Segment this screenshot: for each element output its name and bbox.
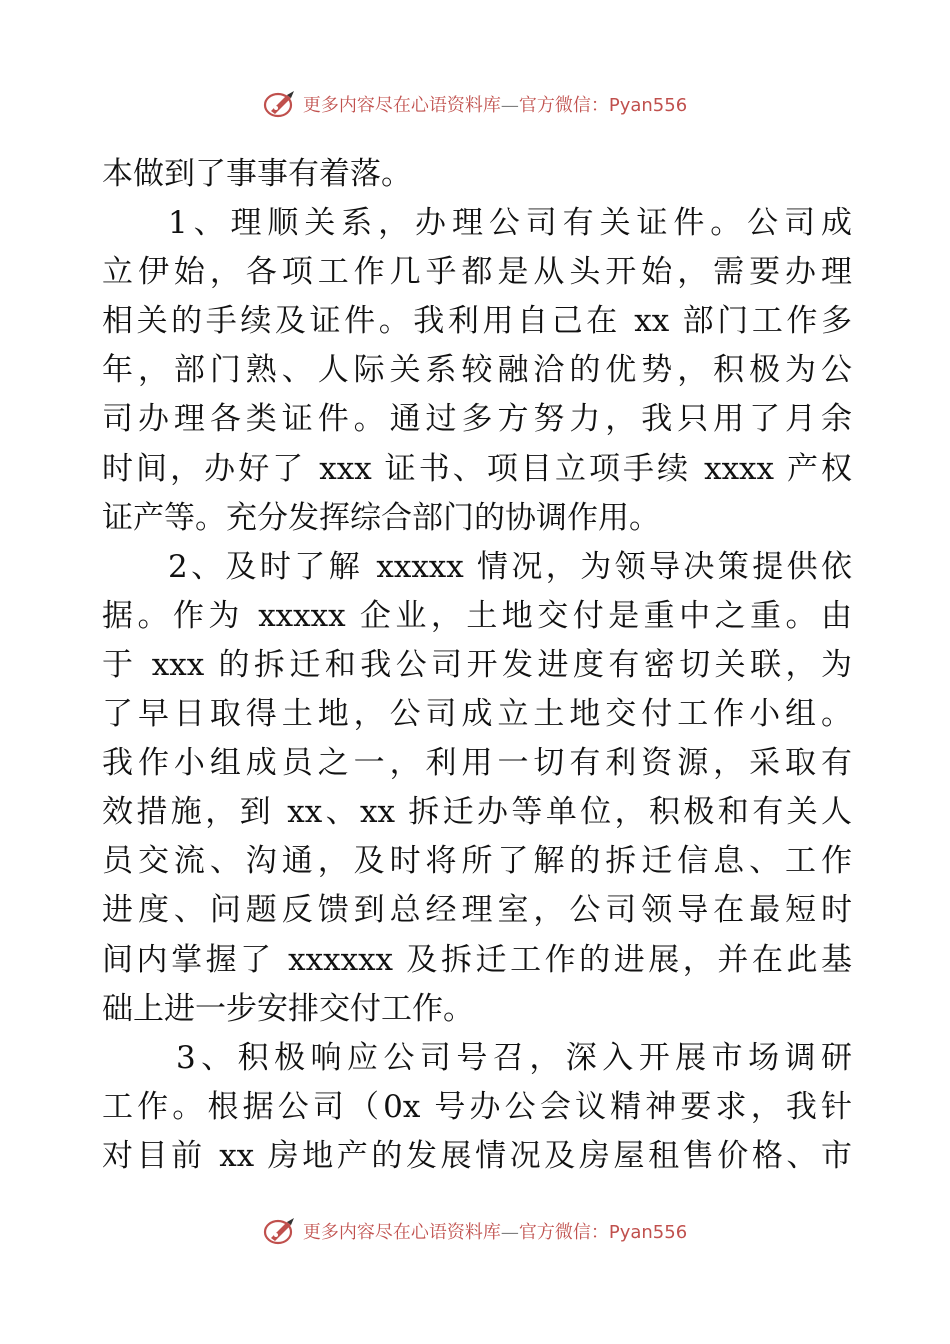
text-line: 本做到了事事有着落。 (102, 156, 412, 192)
text-line: 进度、问题反馈到总经理室，公司领导在最短时 (102, 892, 852, 929)
text-line: 立伊始，各项工作几乎都是从头开始，需要办理 (102, 254, 852, 291)
text-line: 对目前 xx 房地产的发展情况及房屋租售价格、市 (102, 1137, 852, 1174)
text-line: 了早日取得土地，公司成立土地交付工作小组。 (102, 696, 852, 733)
text-line: 1、理顺关系，办理公司有关证件。公司成 (168, 205, 852, 242)
footer-watermark (0, 1213, 950, 1249)
text-line: 工作。根据公司（0x 号办公会议精神要求，我针 (102, 1088, 852, 1125)
text-line: 效措施，到 xx、xx 拆迁办等单位，积极和有关人 (102, 794, 852, 831)
text-line: 证产等。充分发挥综合部门的协调作用。 (102, 499, 660, 536)
watermark-separator: — (500, 1222, 519, 1243)
watermark-main: 更多内容尽在心语资料库 (302, 1222, 501, 1243)
header-watermark (0, 86, 950, 122)
watermark-contact: Pyan556 (608, 1222, 688, 1243)
text-line: 础上进一步安排交付工作。 (102, 990, 474, 1027)
watermark-main: 更多内容尽在心语资料库 (302, 95, 501, 116)
text-line: 司办理各类证件。通过多方努力，我只用了月余 (102, 401, 852, 438)
text-line: 年，部门熟、人际关系较融洽的优势，积极为公 (102, 352, 852, 389)
text-line: 相关的手续及证件。我利用自己在 xx 部门工作多 (102, 303, 852, 340)
text-line: 时间，办好了 xxx 证书、项目立项手续 xxxx 产权 (102, 450, 852, 487)
watermark-official: 官方微信： (518, 1222, 609, 1243)
watermark-text (303, 1218, 687, 1244)
text-line: 3、积极响应公司号召，深入开展市场调研 (176, 1039, 852, 1076)
watermark-separator: — (500, 95, 519, 116)
document-body (102, 150, 852, 1181)
pen-nib-logo-icon (263, 1216, 297, 1246)
pen-nib-logo-icon (263, 89, 297, 119)
text-line: 间内掌握了 xxxxxx 及拆迁工作的进展，并在此基 (102, 941, 852, 978)
text-line: 据。作为 xxxxx 企业，土地交付是重中之重。由 (102, 597, 852, 634)
watermark-official: 官方微信： (518, 95, 609, 116)
watermark-contact: Pyan556 (608, 95, 688, 116)
text-line: 员交流、沟通，及时将所了解的拆迁信息、工作 (102, 843, 852, 880)
text-line: 2、及时了解 xxxxx 情况，为领导决策提供依 (168, 548, 852, 585)
text-line: 于 xxx 的拆迁和我公司开发进度有密切关联，为 (102, 646, 852, 683)
text-line: 我作小组成员之一，利用一切有利资源，采取有 (102, 745, 852, 782)
watermark-text (303, 91, 687, 117)
